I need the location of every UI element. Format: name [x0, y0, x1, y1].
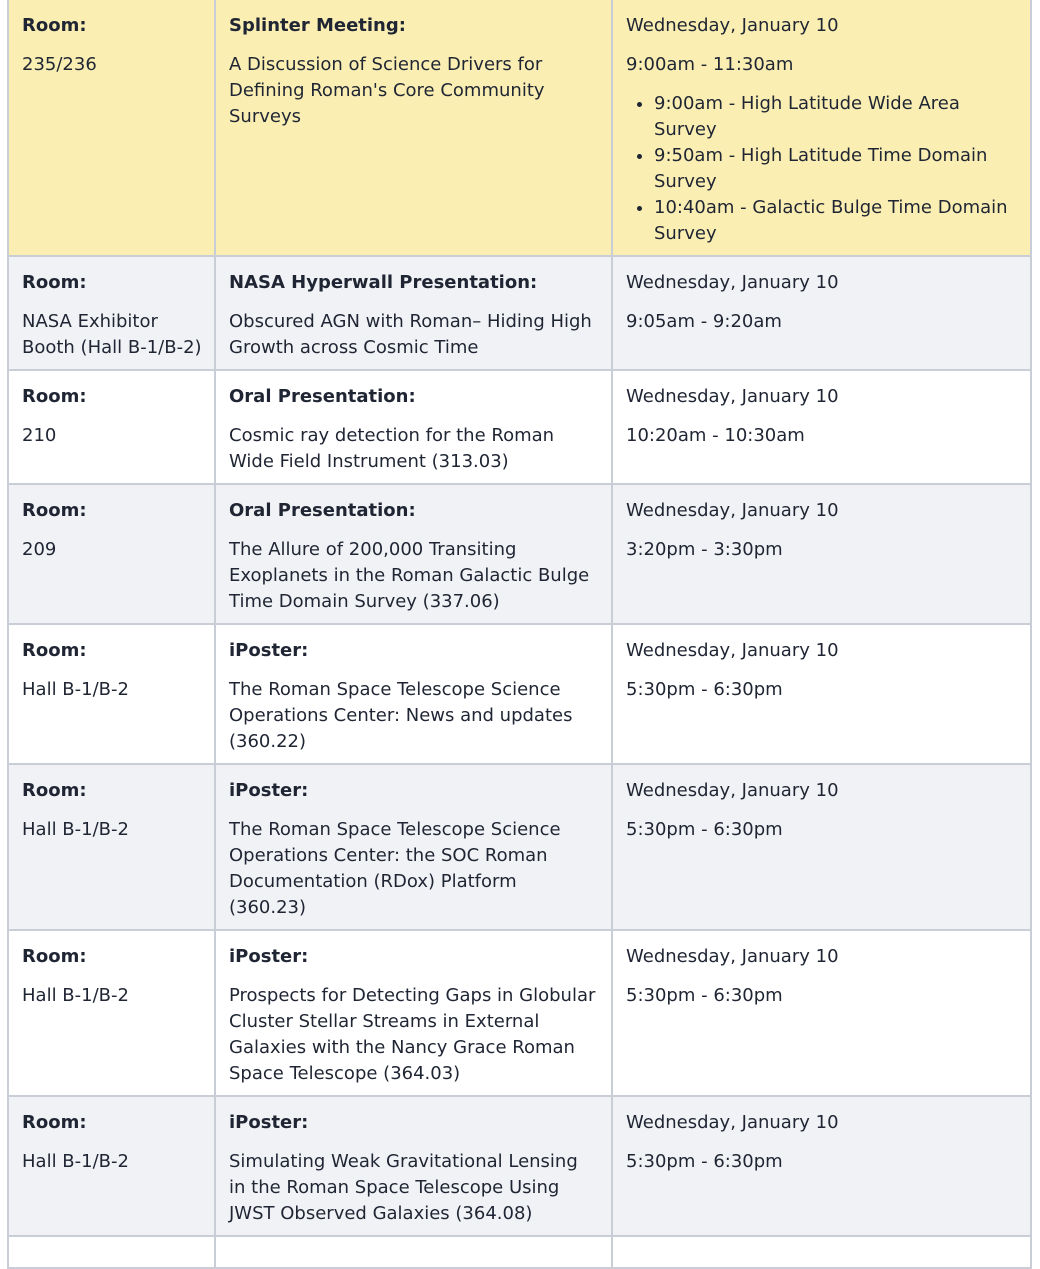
- session-date: Wednesday, January 10: [626, 386, 839, 407]
- table-row: [8, 1236, 1031, 1268]
- room-value: 235/236: [22, 54, 97, 75]
- room-cell: [8, 256, 215, 370]
- session-type: iPoster:: [229, 640, 309, 661]
- table-row: [8, 930, 1031, 1096]
- session-date: Wednesday, January 10: [626, 500, 839, 521]
- session-type: NASA Hyperwall Presentation:: [229, 272, 538, 293]
- session-type: iPoster:: [229, 1112, 309, 1133]
- room-label: Room:: [22, 640, 87, 661]
- session-cell: [215, 256, 612, 370]
- table-row: [8, 256, 1031, 370]
- room-label: Room:: [22, 780, 87, 801]
- time-cell: [612, 624, 1031, 764]
- session-title: The Allure of 200,000 Transiting Exoplanets in the Roman Galactic Bulge Time Domain Survey (337.06): [229, 539, 590, 612]
- time-cell: [612, 1096, 1031, 1236]
- room-value: 209: [22, 539, 57, 560]
- room-label: Room:: [22, 1112, 87, 1133]
- time-cell: [612, 764, 1031, 930]
- session-time: 9:00am - 11:30am: [626, 54, 794, 75]
- list-item: • 10:40am - Galactic Bulge Time Domain Survey: [654, 195, 1018, 247]
- table-row: [8, 370, 1031, 484]
- time-cell: [612, 930, 1031, 1096]
- session-time: 5:30pm - 6:30pm: [626, 985, 783, 1006]
- session-date: Wednesday, January 10: [626, 15, 839, 36]
- room-value: Hall B-1/B-2: [22, 819, 129, 840]
- time-cell: [612, 256, 1031, 370]
- room-cell: [8, 1096, 215, 1236]
- room-label: Room:: [22, 272, 87, 293]
- time-cell: [612, 0, 1031, 256]
- room-value: 210: [22, 425, 57, 446]
- room-cell: [8, 0, 215, 256]
- session-title: The Roman Space Telescope Science Operations Center: News and updates (360.22): [229, 679, 573, 752]
- room-cell: [8, 484, 215, 624]
- room-cell: [8, 370, 215, 484]
- room-value: NASA Exhibitor Booth (Hall B-1/B-2): [22, 311, 202, 358]
- session-time: 9:05am - 9:20am: [626, 311, 782, 332]
- session-type: Oral Presentation:: [229, 386, 416, 407]
- list-item: • 9:00am - High Latitude Wide Area Survey: [654, 91, 1018, 143]
- session-title: Prospects for Detecting Gaps in Globular Cluster Stellar Streams in External Galaxies with the Nancy Grace Roman Space Telescope (364.03): [229, 985, 596, 1084]
- room-value: Hall B-1/B-2: [22, 679, 129, 700]
- table-row: [8, 764, 1031, 930]
- session-cell: [215, 1096, 612, 1236]
- list-item: • 9:50am - High Latitude Time Domain Survey: [654, 143, 1018, 195]
- schedule-table: [7, 0, 1032, 1269]
- room-label: Room:: [22, 15, 87, 36]
- room-value: Hall B-1/B-2: [22, 1151, 129, 1172]
- room-label: Room:: [22, 500, 87, 521]
- session-cell: [215, 930, 612, 1096]
- session-type: iPoster:: [229, 946, 309, 967]
- session-cell: [215, 624, 612, 764]
- table-row: [8, 1096, 1031, 1236]
- session-date: Wednesday, January 10: [626, 1112, 839, 1133]
- session-time: 5:30pm - 6:30pm: [626, 679, 783, 700]
- session-sublist: [626, 91, 1018, 247]
- session-cell: [215, 764, 612, 930]
- session-time: 10:20am - 10:30am: [626, 425, 805, 446]
- session-cell: [215, 0, 612, 256]
- session-title: Simulating Weak Gravitational Lensing in the Roman Space Telescope Using JWST Observed Galaxies (364.08): [229, 1151, 578, 1224]
- room-cell: [8, 764, 215, 930]
- empty-cell: [612, 1236, 1031, 1268]
- table-row: [8, 484, 1031, 624]
- room-cell: [8, 930, 215, 1096]
- table-row: [8, 624, 1031, 764]
- session-date: Wednesday, January 10: [626, 272, 839, 293]
- session-cell: [215, 370, 612, 484]
- empty-cell: [8, 1236, 215, 1268]
- room-label: Room:: [22, 386, 87, 407]
- time-cell: [612, 484, 1031, 624]
- session-time: 5:30pm - 6:30pm: [626, 819, 783, 840]
- session-title: The Roman Space Telescope Science Operations Center: the SOC Roman Documentation (RDox) Platform (360.23): [229, 819, 561, 918]
- session-time: 5:30pm - 6:30pm: [626, 1151, 783, 1172]
- session-type: Splinter Meeting:: [229, 15, 406, 36]
- time-cell: [612, 370, 1031, 484]
- session-date: Wednesday, January 10: [626, 640, 839, 661]
- room-label: Room:: [22, 946, 87, 967]
- session-title: Cosmic ray detection for the Roman Wide Field Instrument (313.03): [229, 425, 555, 472]
- session-date: Wednesday, January 10: [626, 946, 839, 967]
- empty-cell: [215, 1236, 612, 1268]
- session-title: A Discussion of Science Drivers for Defining Roman's Core Community Surveys: [229, 54, 545, 127]
- table-row: [8, 0, 1031, 256]
- session-type: Oral Presentation:: [229, 500, 416, 521]
- session-title: Obscured AGN with Roman– Hiding High Growth across Cosmic Time: [229, 311, 592, 358]
- session-type: iPoster:: [229, 780, 309, 801]
- session-cell: [215, 484, 612, 624]
- room-value: Hall B-1/B-2: [22, 985, 129, 1006]
- session-time: 3:20pm - 3:30pm: [626, 539, 783, 560]
- room-cell: [8, 624, 215, 764]
- session-date: Wednesday, January 10: [626, 780, 839, 801]
